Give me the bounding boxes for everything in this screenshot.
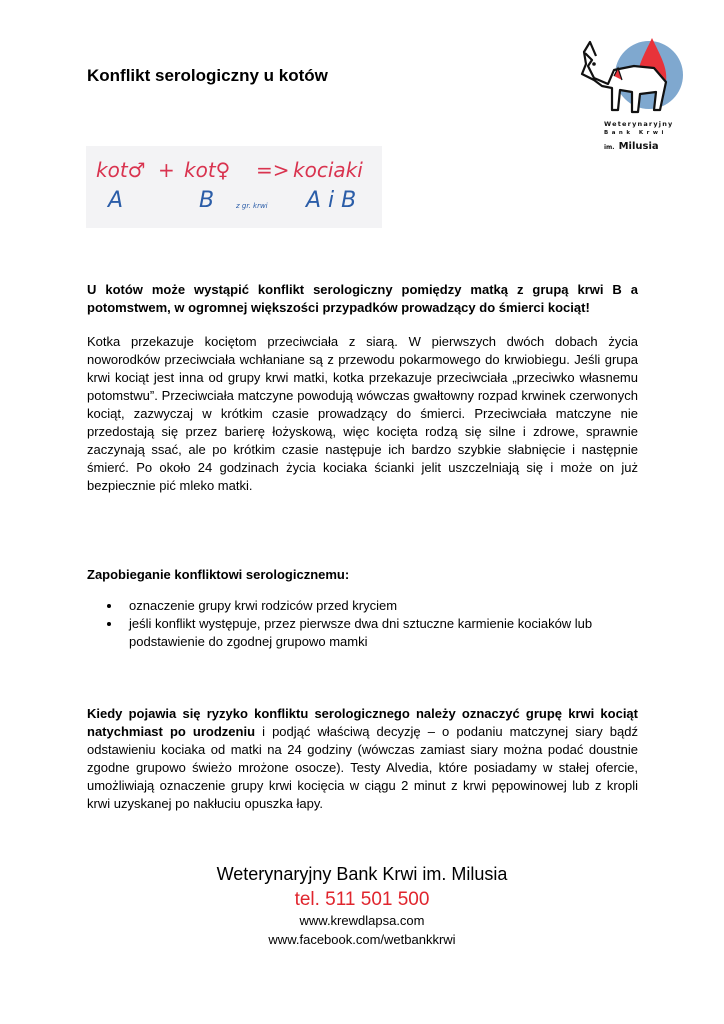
antibodies-paragraph: Kotka przekazuje kociętom przeciwciała z siarą. W pierwszych dwóch dobach życia noworodków przeciwciała wchłaniane są z przewodu pokarmowego do krwiobiegu. Jeśli grupa krwi kociąt jest inna od grupy krwi matki, kotka przekazuje przeciwciała „przeciwko własnemu potomstwu”. Przeciwciała matczyne powodują wówczas gwałtowny rozpad krwinek czerwonych kociąt, zazwyczaj w krótkim czasie prowadzący do śmierci. Przeciwciała matczyne nie przedostają się przez barierę łożyskową, więc kocięta rodzą się silne i zdrowe, sprawnie zaczynają ssać, ale po krótkim czasie następuje ich bardzo szybkie słabnięcie i następnie śmierć. Po około 24 godzinach życia kociaka ścianki jelit uszczelniają się i może on już bezpiecznie pić mleko matki. <box>87 334 638 493</box>
risk-paragraph <box>87 705 638 813</box>
logo-line-1: Weterynaryjny <box>604 120 674 128</box>
prevention-list <box>87 597 638 651</box>
logo-name: Milusia <box>618 141 659 152</box>
logo-wordmark <box>604 120 682 152</box>
footer-phone: tel. 511 501 500 <box>294 889 430 910</box>
footer-website-link[interactable]: www.krewdlapsa.com <box>299 913 425 928</box>
page-title: Konflikt serologiczny u kotów <box>87 66 328 85</box>
logo-line-2: Bank Krwi <box>604 130 667 136</box>
footer-facebook-link[interactable]: www.facebook.com/wetbankkrwi <box>268 932 456 947</box>
formula-type-aib: A i B <box>306 188 357 213</box>
formula-kot-female: kot♀ <box>184 158 231 182</box>
list-item: jeśli konflikt występuje, przez pierwsze dwa dni sztuczne karmienie kociaków lub podstawienie do zgodnej grupowo mamki <box>87 615 638 651</box>
formula-plus: + <box>158 158 175 182</box>
formula-type-b: B <box>199 188 215 213</box>
dog-drop-logo-icon <box>574 30 684 125</box>
blood-type-formula-image <box>86 146 382 228</box>
formula-blood-group-note: z gr. krwi <box>236 202 268 210</box>
formula-arrow: => <box>256 158 290 182</box>
intro-paragraph: U kotów może wystąpić konflikt serologiczny pomiędzy matką z grupą krwi B a potomstwem, w ogromnej większości przypadków prowadzący do śmierci kociąt! <box>87 282 638 315</box>
risk-paragraph-rest: i podjąć właściwą decyzję – o podaniu matczynej siary bądź odstawieniu kociaka od matki na 24 godziny (wówczas zamiast siary można podać doustnie zgodne grupowo świeżo mrożone osocze). Testy Alvedia, które posiadamy w stałej ofercie, umożliwiają oznaczenie grupy krwi kocięcia w ciągu 2 minut z krwi pępowinowej lub z kropli krwi uzyskanej po nakłuciu opuszka łapy. <box>87 724 638 811</box>
formula-kociaki: kociaki <box>293 158 363 182</box>
risk-paragraph-bold: Kiedy pojawia się ryzyko konfliktu serologicznego należy oznaczyć grupę krwi kociąt natychmiast po urodzeniu <box>87 706 638 739</box>
blood-bank-logo <box>574 30 684 160</box>
formula-kot-male: kot♂ <box>96 158 146 182</box>
logo-line-3 <box>604 139 682 152</box>
footer-org-name: Weterynaryjny Bank Krwi im. Milusia <box>216 864 508 884</box>
prevention-heading: Zapobieganie konfliktowi serologicznemu: <box>87 567 350 582</box>
formula-type-a: A <box>108 188 124 213</box>
logo-im: im. <box>604 144 615 151</box>
list-item: oznaczenie grupy krwi rodziców przed kryciem <box>87 597 638 615</box>
